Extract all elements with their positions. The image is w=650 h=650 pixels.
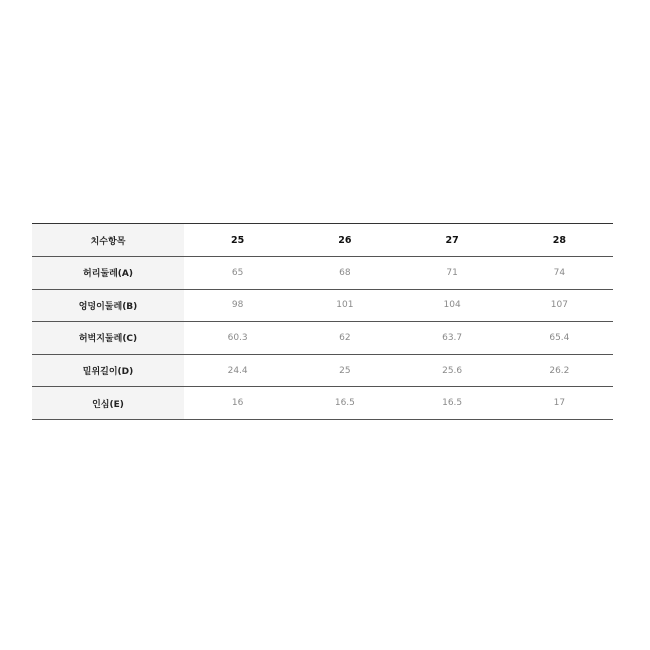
table-row-thigh: [32, 322, 613, 355]
value-cell: 16.5: [291, 387, 398, 420]
size-header-26: 26: [291, 224, 398, 257]
value-cell: 62: [291, 322, 398, 355]
value-cell: 25.6: [399, 354, 506, 387]
table-row-rise: [32, 354, 613, 387]
value-cell: 101: [291, 289, 398, 322]
size-chart-table: [32, 223, 613, 420]
value-cell: 68: [291, 257, 398, 290]
size-header-28: 28: [506, 224, 613, 257]
value-cell: 65: [184, 257, 291, 290]
row-label: 허벅지둘레(C): [32, 322, 184, 355]
size-header-27: 27: [399, 224, 506, 257]
table-row-waist: [32, 257, 613, 290]
value-cell: 71: [399, 257, 506, 290]
table-header-row: [32, 224, 613, 257]
value-cell: 16.5: [399, 387, 506, 420]
row-label: 인심(E): [32, 387, 184, 420]
value-cell: 107: [506, 289, 613, 322]
size-header-25: 25: [184, 224, 291, 257]
value-cell: 74: [506, 257, 613, 290]
value-cell: 65.4: [506, 322, 613, 355]
value-cell: 24.4: [184, 354, 291, 387]
value-cell: 26.2: [506, 354, 613, 387]
table-row-inseam: [32, 387, 613, 420]
value-cell: 104: [399, 289, 506, 322]
value-cell: 16: [184, 387, 291, 420]
row-label: 밑위길이(D): [32, 354, 184, 387]
row-label: 엉덩이둘레(B): [32, 289, 184, 322]
row-label: 허리둘레(A): [32, 257, 184, 290]
value-cell: 17: [506, 387, 613, 420]
header-label-cell: 치수항목: [32, 224, 184, 257]
value-cell: 60.3: [184, 322, 291, 355]
value-cell: 25: [291, 354, 398, 387]
value-cell: 98: [184, 289, 291, 322]
table-row-hip: [32, 289, 613, 322]
value-cell: 63.7: [399, 322, 506, 355]
